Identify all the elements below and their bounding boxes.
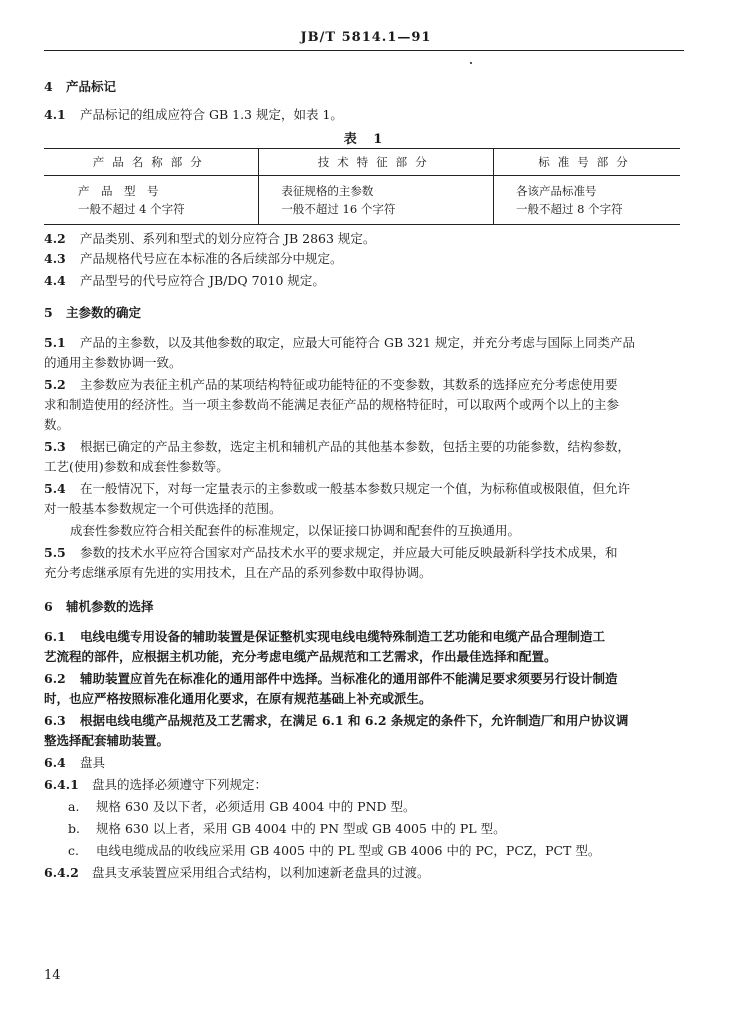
table-1-caption: 表 1 (343, 132, 389, 147)
clause-5-2-line-1: 5.2 主参数应为表征主机产品的某项结构特征或功能特征的不变参数，其数系的选择应充分考虑使用要 (44, 377, 618, 392)
page-number: 14 (44, 968, 61, 983)
section-6-title: 6 辅机参数的选择 (44, 599, 154, 614)
clause-5-1-line-1: 5.1 产品的主参数，以及其他参数的取定，应最大可能符合 GB 321 规定，并充分考虑与国际上同类产品 (44, 335, 635, 350)
clause-4-2: 4.2 产品类别、系列和型式的划分应符合 JB 2863 规定。 (44, 231, 376, 246)
clause-5-4-line-2: 对一般基本参数规定一个可供选择的范围。 (44, 501, 282, 516)
table-header-standard-number: 标准号部分 (493, 149, 680, 176)
clause-5-4-line-3: 成套性参数应符合相关配套件的标准规定，以保证接口协调和配套件的互换通用。 (70, 523, 521, 538)
list-item-b: b. 规格 630 以上者，采用 GB 4004 中的 PN 型或 GB 4005 中的 PL 型。 (68, 821, 506, 836)
clause-5-2-line-2: 求和制造使用的经济性。当一项主参数尚不能满足表征产品的规格特征时，可以取两个或两个以上的主参 (44, 397, 620, 412)
clause-5-5-line-2: 充分考虑继承原有先进的实用技术，且在产品的系列参数中取得协调。 (44, 565, 432, 580)
clause-6-2-line-1: 6.2 辅助装置应首先在标准化的通用部件中选择。当标准化的通用部件不能满足要求须要另行设计制造 (44, 671, 618, 686)
table-cell-standard-number: 各该产品标准号 一般不超过 8 个字符 (493, 176, 680, 225)
document-code-header: JB/T 5814.1—91 (300, 30, 432, 45)
clause-5-2-line-3: 数。 (44, 417, 70, 432)
clause-5-4-line-1: 5.4 在一般情况下，对每一定量表示的主参数或一般基本参数只规定一个值，为标称值或极限值，但允许 (44, 481, 631, 496)
clause-5-5-line-1: 5.5 参数的技术水平应符合国家对产品技术水平的要求规定，并应最大可能反映最新科学技术成果，和 (44, 545, 618, 560)
list-item-c: c. 电线电缆成品的收线应采用 GB 4005 中的 PL 型或 GB 4006 中的 PC，PCZ，PCT 型。 (68, 843, 601, 858)
clause-6-3-line-1: 6.3 根据电线电缆产品规范及工艺需求，在满足 6.1 和 6.2 条规定的条件下，允许制造厂和用户协议调 (44, 713, 629, 728)
clause-4-3: 4.3 产品规格代号应在本标准的各后续部分中规定。 (44, 251, 343, 266)
clause-6-3-line-2: 整选择配套辅助装置。 (44, 733, 170, 748)
table-cell-product-model: 产 品 型 号 一般不超过 4 个字符 (44, 176, 259, 225)
table-header-tech-feature: 技术特征部分 (259, 149, 494, 176)
list-item-a: a. 规格 630 及以下者，必须适用 GB 4004 中的 PND 型。 (68, 799, 416, 814)
clause-6-2-line-2: 时，也应严格按照标准化通用化要求，在原有规范基础上补充或派生。 (44, 691, 432, 706)
section-4-title: 4 产品标记 (44, 79, 117, 94)
section-5-title: 5 主参数的确定 (44, 305, 142, 320)
header-rule (44, 50, 684, 51)
product-marking-table (44, 148, 680, 225)
clause-4-1: 4.1 产品标记的组成应符合 GB 1.3 规定，如表 1。 (44, 107, 343, 122)
table-cell-main-parameter: 表征规格的主参数 一般不超过 16 个字符 (259, 176, 494, 225)
clause-5-3-line-1: 5.3 根据已确定的产品主参数，选定主机和辅机产品的其他基本参数，包括主要的功能参数，结构参数， (44, 439, 631, 454)
clause-6-1-line-1: 6.1 电线电缆专用设备的辅助装置是保证整机实现电线电缆特殊制造工艺功能和电缆产品合理制造工 (44, 629, 606, 644)
clause-6-4: 6.4 盘具 (44, 755, 106, 770)
clause-5-3-line-2: 工艺(使用)参数和成套性参数等。 (44, 459, 229, 474)
scan-speck (470, 62, 472, 64)
clause-6-1-line-2: 艺流程的部件，应根据主机功能，充分考虑电缆产品规范和工艺需求，作出最佳选择和配置。 (44, 649, 557, 664)
clause-6-4-1: 6.4.1 盘具的选择必须遵守下列规定： (44, 777, 268, 792)
clause-4-4: 4.4 产品型号的代号应符合 JB/DQ 7010 规定。 (44, 273, 325, 288)
table-header-product-name: 产品名称部分 (44, 149, 259, 176)
table-row (44, 176, 680, 225)
clause-5-1-line-2: 的通用主参数协调一致。 (44, 355, 182, 370)
clause-6-4-2: 6.4.2 盘具支承装置应采用组合式结构，以利加速新老盘具的过渡。 (44, 865, 430, 880)
